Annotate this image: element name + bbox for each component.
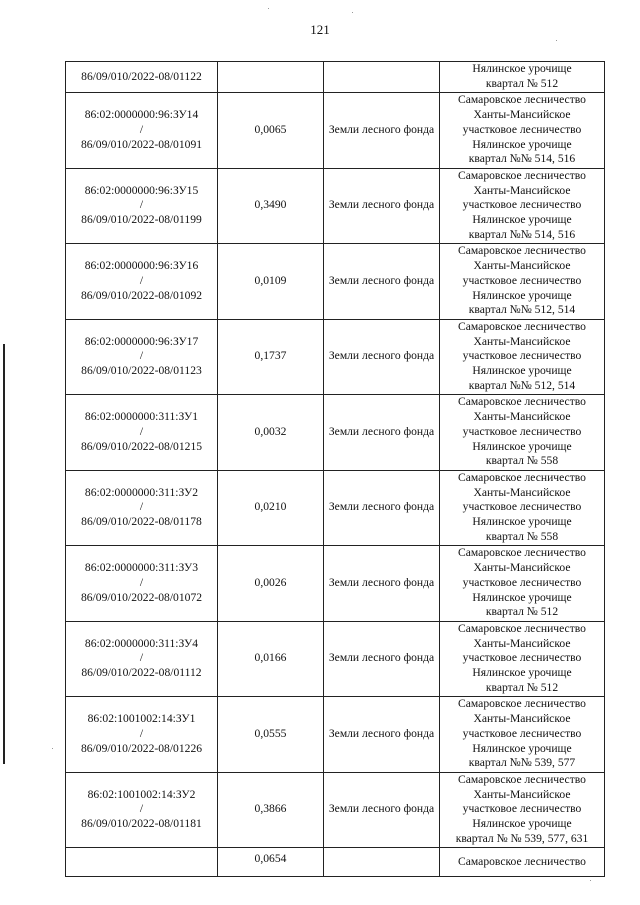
land-category-cell: Земли лесного фонда [324, 319, 440, 395]
table-row [66, 244, 605, 320]
cadastral-number-cell: 86:02:0000000:311:ЗУ3 / 86/09/010/2022-08/01072 [66, 546, 218, 622]
land-category-cell: Земли лесного фонда [324, 470, 440, 546]
table-row [66, 470, 605, 546]
location-line: Ханты-Мансийское [473, 636, 571, 650]
location-line: Нялинское урочище [472, 213, 572, 227]
land-category-cell [324, 848, 440, 877]
location-line: Нялинское урочище [472, 666, 572, 680]
location-line: участковое лесничество [462, 802, 582, 816]
location-line: квартал № 558 [485, 529, 559, 543]
location-line: Ханты-Мансийское [473, 485, 571, 499]
location-line: участковое лесничество [462, 273, 582, 287]
location-line: квартал № 512 [485, 77, 559, 90]
location-line: Ханты-Мансийское [473, 334, 571, 348]
location-line: Нялинское урочище [472, 364, 572, 378]
table-row [66, 546, 605, 622]
location-line: квартал № 512 [485, 680, 559, 694]
location-cell [440, 697, 605, 773]
location-line: квартал №№ 514, 516 [468, 152, 576, 166]
table-row [66, 621, 605, 697]
location-cell [440, 470, 605, 546]
location-line: Нялинское урочище [472, 817, 572, 831]
area-cell: 0,0210 [218, 470, 324, 546]
page-number: 121 [310, 22, 330, 37]
cadastral-number-cell: 86:02:1001002:14:ЗУ1 / 86/09/010/2022-08/01226 [66, 697, 218, 773]
cadastral-number-cell: 86:02:0000000:96:ЗУ15 / 86/09/010/2022-08/01199 [66, 168, 218, 244]
location-cell [440, 62, 605, 93]
location-cell [440, 621, 605, 697]
land-category-cell: Земли лесного фонда [324, 93, 440, 169]
location-line: Самаровское лесничество [458, 546, 586, 560]
location-line: участковое лесничество [462, 500, 582, 514]
location-line: Нялинское урочище [472, 137, 572, 151]
area-cell: 0,3866 [218, 772, 324, 848]
table-row [66, 395, 605, 471]
cadastral-number-cell [66, 848, 218, 877]
land-category-cell: Земли лесного фонда [324, 168, 440, 244]
location-cell [440, 93, 605, 169]
land-category-cell: Земли лесного фонда [324, 772, 440, 848]
location-line: Ханты-Мансийское [473, 712, 571, 726]
location-line: Нялинское урочище [472, 288, 572, 302]
location-line: Нялинское урочище [472, 62, 572, 76]
scan-speck [268, 8, 269, 9]
location-line: участковое лесничество [462, 198, 582, 212]
location-line: Нялинское урочище [472, 741, 572, 755]
location-line: квартал №№ 512, 514 [468, 378, 576, 392]
area-cell: 0,0555 [218, 697, 324, 773]
location-line: Ханты-Мансийское [473, 108, 571, 122]
area-cell: 0,0109 [218, 244, 324, 320]
location-line: квартал № 558 [485, 454, 559, 468]
scan-speck [556, 40, 557, 41]
location-line: участковое лесничество [462, 726, 582, 740]
table-row [66, 62, 605, 93]
location-line: Ханты-Мансийское [473, 410, 571, 424]
location-line: Нялинское урочище [472, 590, 572, 604]
table-row [66, 319, 605, 395]
area-cell: 0,0065 [218, 93, 324, 169]
location-cell [440, 168, 605, 244]
table-row [66, 168, 605, 244]
location-line: квартал № № 539, 577, 631 [455, 831, 589, 845]
cadastral-number-cell: 86:02:0000000:311:ЗУ2 / 86/09/010/2022-08/01178 [66, 470, 218, 546]
table-row [66, 93, 605, 169]
location-line: участковое лесничество [462, 349, 582, 363]
location-cell [440, 848, 605, 877]
table-row [66, 848, 605, 877]
location-line: квартал №№ 514, 516 [468, 227, 576, 241]
location-line: Самаровское лесничество [458, 395, 586, 409]
location-line: квартал № 512 [485, 605, 559, 619]
location-line: Нялинское урочище [472, 439, 572, 453]
land-category-cell [324, 62, 440, 93]
cadastral-number-cell: 86:02:0000000:96:ЗУ16 / 86/09/010/2022-08/01092 [66, 244, 218, 320]
land-plots-table [65, 61, 605, 877]
location-line: участковое лесничество [462, 424, 582, 438]
area-cell: 0,3490 [218, 168, 324, 244]
location-line: Самаровское лесничество [458, 621, 586, 635]
land-category-cell: Земли лесного фонда [324, 546, 440, 622]
area-cell: 0,1737 [218, 319, 324, 395]
table-row [66, 772, 605, 848]
location-cell [440, 772, 605, 848]
location-line: Ханты-Мансийское [473, 787, 571, 801]
location-line: Ханты-Мансийское [473, 183, 571, 197]
location-line: участковое лесничество [462, 575, 582, 589]
cadastral-number-cell: 86:02:0000000:311:ЗУ1 / 86/09/010/2022-08/01215 [66, 395, 218, 471]
location-line: участковое лесничество [462, 651, 582, 665]
location-line: Ханты-Мансийское [473, 561, 571, 575]
land-category-cell: Земли лесного фонда [324, 244, 440, 320]
area-cell [218, 62, 324, 93]
location-line: квартал №№ 512, 514 [468, 303, 576, 317]
scan-speck [352, 12, 353, 13]
area-cell: 0,0654 [218, 848, 324, 877]
scan-margin-mark [3, 344, 5, 764]
cadastral-number-cell: 86:02:1001002:14:ЗУ2 / 86/09/010/2022-08/01181 [66, 772, 218, 848]
cadastral-number-cell: 86:02:0000000:311:ЗУ4 / 86/09/010/2022-08/01112 [66, 621, 218, 697]
location-line: Самаровское лесничество [458, 319, 586, 333]
location-line: квартал №№ 539, 577 [468, 756, 576, 770]
land-category-cell: Земли лесного фонда [324, 697, 440, 773]
cadastral-number-cell: 86:02:0000000:96:ЗУ14 / 86/09/010/2022-08/01091 [66, 93, 218, 169]
area-cell: 0,0026 [218, 546, 324, 622]
location-cell [440, 395, 605, 471]
location-line: Самаровское лесничество [458, 697, 586, 711]
area-cell: 0,0032 [218, 395, 324, 471]
location-line: участковое лесничество [462, 122, 582, 136]
scan-speck [590, 880, 591, 881]
cadastral-number-cell: 86/09/010/2022-08/01122 [66, 62, 218, 93]
location-line: Самаровское лесничество [458, 854, 586, 868]
location-line: Нялинское урочище [472, 515, 572, 529]
scan-speck [52, 748, 53, 749]
location-line: Самаровское лесничество [458, 244, 586, 258]
location-line: Самаровское лесничество [458, 470, 586, 484]
location-line: Ханты-Мансийское [473, 259, 571, 273]
area-cell: 0,0166 [218, 621, 324, 697]
land-category-cell: Земли лесного фонда [324, 395, 440, 471]
location-cell [440, 319, 605, 395]
table-row [66, 697, 605, 773]
location-line: Самаровское лесничество [458, 772, 586, 786]
table-body [66, 62, 605, 877]
location-cell [440, 546, 605, 622]
land-category-cell: Земли лесного фонда [324, 621, 440, 697]
location-line: Самаровское лесничество [458, 93, 586, 107]
cadastral-number-cell: 86:02:0000000:96:ЗУ17 / 86/09/010/2022-08/01123 [66, 319, 218, 395]
location-cell [440, 244, 605, 320]
location-line: Самаровское лесничество [458, 168, 586, 182]
